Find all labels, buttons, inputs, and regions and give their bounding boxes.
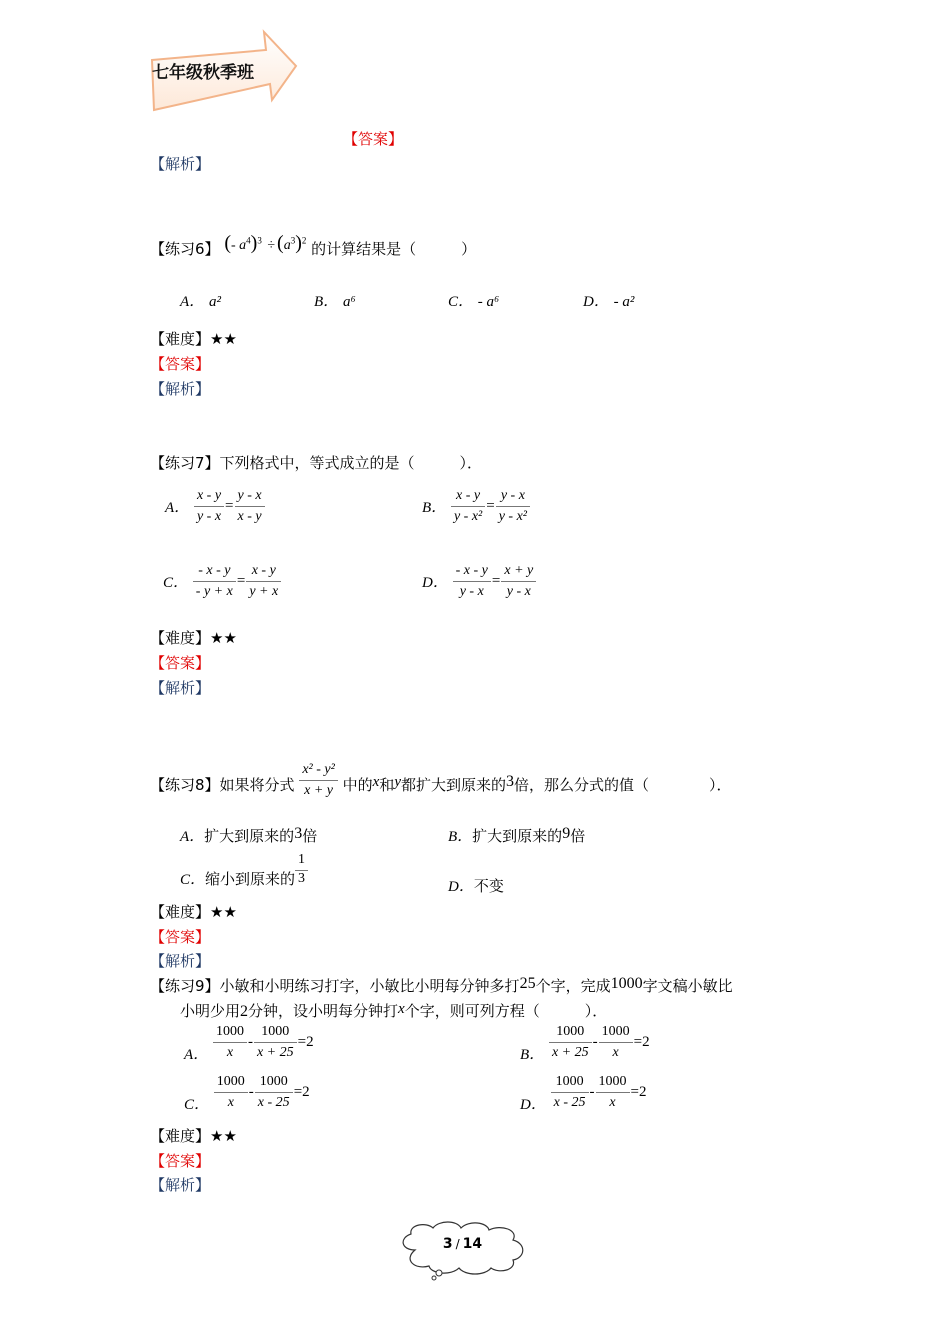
current-page: 3 xyxy=(442,1236,453,1252)
q9-answer: 【答案】 xyxy=(150,1152,211,1170)
option-letter: D． xyxy=(583,294,609,310)
option-letter: A． xyxy=(184,1047,209,1063)
fraction: $\frac{x - y}{y - x}$ xyxy=(194,486,224,527)
q8-stem: 【练习8】如果将分式 $\frac{\text{x² - y²}}{x + y}$ 中的x和y都扩大到原来的3倍，那么分式的值（ ）． xyxy=(150,760,732,801)
option-letter: B． xyxy=(448,829,473,845)
difficulty-stars: ★★ xyxy=(210,629,237,647)
fraction: $\frac{1000}{x}$ xyxy=(213,1022,247,1063)
difficulty-label: 【难度】 xyxy=(150,330,211,348)
option-letter: A． xyxy=(180,294,205,310)
q7-option-b: B． $\frac{x - y}{\text{y - x²}}$ = $\frac{y - x}{\text{y - x²}}$ xyxy=(422,486,530,527)
fraction: $\frac{1000}{x - 25}$ xyxy=(551,1072,589,1113)
q9-line1: 【练习9】小敏和小明练习打字，小敏比小明每分钟多打25个字，完成1000字文稿小敏比 xyxy=(150,975,733,995)
analysis-label-top: 【解析】 xyxy=(150,155,211,173)
fraction: $\frac{1000}{x + 25}$ xyxy=(549,1022,592,1063)
fraction: $\frac{y - x}{x - y}$ xyxy=(235,486,265,527)
fraction: $\frac{x - y}{\text{y - x²}}$ xyxy=(451,486,485,527)
q8-option-a: A．扩大到原来的3倍 xyxy=(180,825,318,845)
option-expr: a² xyxy=(208,294,221,310)
option-letter: B． xyxy=(314,294,339,310)
difficulty-stars: ★★ xyxy=(210,903,237,921)
q7-analysis: 【解析】 xyxy=(150,679,211,697)
option-letter: A． xyxy=(180,829,205,845)
fraction: $\frac{y - x}{\text{y - x²}}$ xyxy=(496,486,530,527)
header-banner xyxy=(146,28,301,118)
fraction: $\frac{\text{x² - y²}}{x + y}$ xyxy=(299,760,337,801)
fraction: $\frac{1000}{x + 25}$ xyxy=(254,1022,297,1063)
q8-option-c: C．缩小到原来的 $\frac{1}{3}$ xyxy=(180,850,308,889)
q8-option-d: D．不变 xyxy=(448,877,504,895)
q6-option-d xyxy=(583,290,634,311)
q9-option-d: D． $\frac{1000}{x - 25}$ - $\frac{1000}{x}$ =2 xyxy=(520,1074,647,1113)
q9-label: 【练习9】 xyxy=(150,977,220,995)
answer-label-top: 【答案】 xyxy=(343,130,404,148)
q7-option-a: A． $\frac{x - y}{y - x}$ = $\frac{y - x}{x - y}$ xyxy=(165,486,265,527)
q6-option-a xyxy=(180,290,221,311)
option-letter: B． xyxy=(422,500,447,516)
page-number-cloud xyxy=(395,1220,530,1282)
q7-option-d: D． $\frac{- x - y}{y - x}$ = $\frac{x + y}{y - x}$ xyxy=(422,561,536,602)
q7-difficulty xyxy=(150,627,237,648)
q6-option-b xyxy=(314,290,356,311)
q6-difficulty xyxy=(150,328,237,349)
q8-analysis: 【解析】 xyxy=(150,952,211,970)
option-letter: D． xyxy=(520,1097,546,1113)
option-letter: D． xyxy=(448,879,474,895)
option-expr: a⁶ xyxy=(342,294,356,310)
q9-line2: 小明少用2分钟，设小明每分钟打x个字，则可列方程（ ）． xyxy=(180,1001,608,1020)
q8-label: 【练习8】 xyxy=(150,776,220,794)
option-letter: A． xyxy=(165,500,190,516)
fraction: $\frac{x - y}{y + x}$ xyxy=(246,561,281,602)
fraction: $\frac{- x - y}{- y + x}$ xyxy=(193,561,236,602)
option-letter: C． xyxy=(184,1097,210,1113)
q9-option-a: A． $\frac{1000}{x}$ - $\frac{1000}{x + 25}$ =2 xyxy=(184,1024,314,1063)
option-letter: B． xyxy=(520,1047,545,1063)
q9-option-c: C． $\frac{1000}{x}$ - $\frac{1000}{x - 25}$ =2 xyxy=(184,1074,310,1113)
q6-label: 【练习6】 xyxy=(150,240,220,258)
option-letter: C． xyxy=(180,872,206,888)
total-pages: 14 xyxy=(462,1236,483,1252)
q6-answer: 【答案】 xyxy=(150,355,211,373)
difficulty-stars: ★★ xyxy=(210,330,237,348)
q7-label: 【练习7】 xyxy=(150,454,220,472)
difficulty-stars: ★★ xyxy=(210,1127,237,1145)
q8-answer: 【答案】 xyxy=(150,928,211,946)
q6-option-c xyxy=(448,290,499,311)
banner-title: 七年级秋季班 xyxy=(152,63,254,83)
option-letter: C． xyxy=(163,575,189,591)
q9-difficulty xyxy=(150,1125,237,1146)
q6-analysis: 【解析】 xyxy=(150,380,211,398)
page-number: 3 / 14 xyxy=(442,1236,483,1252)
q7-answer: 【答案】 xyxy=(150,654,211,672)
fraction: $\frac{1000}{x}$ xyxy=(596,1072,630,1113)
q8-difficulty xyxy=(150,901,237,922)
fraction: $\frac{1000}{x - 25}$ xyxy=(255,1072,293,1113)
q9-option-b: B． $\frac{1000}{x + 25}$ - $\frac{1000}{x}$ =2 xyxy=(520,1024,650,1063)
option-letter: D． xyxy=(422,575,448,591)
option-expr: - a² xyxy=(613,294,635,310)
q9-analysis: 【解析】 xyxy=(150,1176,211,1194)
q7-option-c: C． $\frac{- x - y}{- y + x}$ = $\frac{x - y}{y + x}$ xyxy=(163,561,281,602)
fraction: $\frac{- x - y}{y - x}$ xyxy=(453,561,491,602)
fraction: $\frac{x + y}{y - x}$ xyxy=(501,561,536,602)
difficulty-label: 【难度】 xyxy=(150,903,211,921)
fraction: $\frac{1000}{x}$ xyxy=(599,1022,633,1063)
fraction: $\frac{1}{3}$ xyxy=(295,850,308,887)
difficulty-label: 【难度】 xyxy=(150,629,211,647)
q7-stem xyxy=(150,452,482,473)
option-letter: C． xyxy=(448,294,474,310)
q7-stem-text: 下列格式中，等式成立的是（ ）． xyxy=(219,454,483,472)
q8-option-b: B．扩大到原来的9倍 xyxy=(448,825,586,845)
q6-stem xyxy=(150,232,477,259)
q6-stem-text: 的计算结果是（ ） xyxy=(311,240,477,258)
fraction: $\frac{1000}{x}$ xyxy=(214,1072,248,1113)
option-expr: - a⁶ xyxy=(477,294,500,310)
difficulty-label: 【难度】 xyxy=(150,1127,211,1145)
q6-expression: (- $a^4)^3 \div (a^3)^2$ xyxy=(224,232,307,254)
